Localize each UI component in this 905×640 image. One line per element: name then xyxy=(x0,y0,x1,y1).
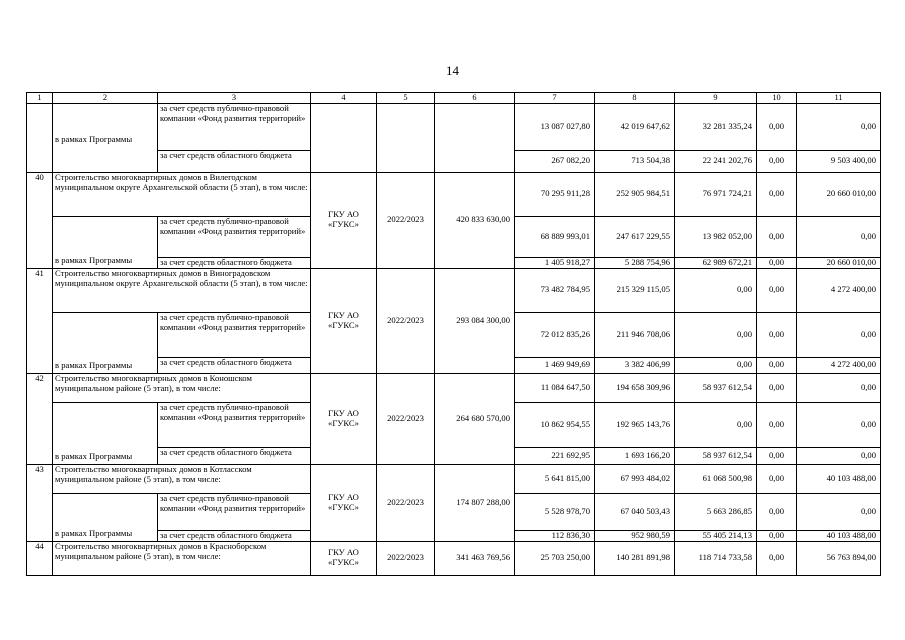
value-cell: 61 068 500,98 xyxy=(675,464,757,493)
period: 2022/2023 xyxy=(377,373,435,464)
header-cell: 9 xyxy=(675,93,757,104)
executor: ГКУ АО «ГУКС» xyxy=(311,268,377,373)
value-cell: 0,00 xyxy=(757,150,797,172)
value-cell: 68 889 993,01 xyxy=(515,216,595,257)
total-cost: 420 833 630,00 xyxy=(435,172,515,268)
cell-empty xyxy=(27,103,53,172)
project-row xyxy=(27,464,881,493)
value-cell: 0,00 xyxy=(757,312,797,357)
period: 2022/2023 xyxy=(377,268,435,373)
header-cell: 5 xyxy=(377,93,435,104)
project-name: Строительство многоквартирных домов в Красноборском муниципальном районе (5 этап), в том числе: xyxy=(53,541,311,575)
row-number: 40 xyxy=(27,172,53,268)
period: 2022/2023 xyxy=(377,541,435,575)
value-cell: 58 937 612,54 xyxy=(675,447,757,464)
cell-empty xyxy=(377,103,435,172)
project-row xyxy=(27,268,881,312)
project-name: Строительство многоквартирных домов в Виноградовском муниципальном округе Архангельской области (5 этап), в том числе: xyxy=(53,268,311,312)
value-cell: 73 482 784,95 xyxy=(515,268,595,312)
value-cell: 5 528 978,70 xyxy=(515,493,595,530)
header-cell: 1 xyxy=(27,93,53,104)
value-cell: 5 663 286,85 xyxy=(675,493,757,530)
value-cell: 952 980,59 xyxy=(595,530,675,541)
value-cell: 58 937 612,54 xyxy=(675,373,757,402)
value-cell: 0,00 xyxy=(757,257,797,268)
value-cell: 0,00 xyxy=(797,373,881,402)
project-name: Строительство многоквартирных домов в Коношском муниципальном районе (5 этап), в том числе: xyxy=(53,373,311,402)
total-cost: 264 680 570,00 xyxy=(435,373,515,464)
value-cell: 0,00 xyxy=(757,447,797,464)
value-cell: 3 382 406,99 xyxy=(595,357,675,373)
program-label: в рамках Программы xyxy=(53,402,158,464)
source-region: за счет средств областного бюджета xyxy=(158,357,311,373)
value-cell: 0,00 xyxy=(757,357,797,373)
value-cell: 247 617 229,55 xyxy=(595,216,675,257)
value-cell: 4 272 400,00 xyxy=(797,357,881,373)
value-cell: 118 714 733,58 xyxy=(675,541,757,575)
value-cell: 0,00 xyxy=(757,172,797,216)
header-cell: 11 xyxy=(797,93,881,104)
header-cell: 7 xyxy=(515,93,595,104)
row-number: 42 xyxy=(27,373,53,464)
source-fund: за счет средств публично-правовой компании «Фонд развития территорий» xyxy=(158,493,311,530)
value-cell: 70 295 911,28 xyxy=(515,172,595,216)
header-cell: 4 xyxy=(311,93,377,104)
value-cell: 25 703 250,00 xyxy=(515,541,595,575)
value-cell: 0,00 xyxy=(675,357,757,373)
executor: ГКУ АО «ГУКС» xyxy=(311,464,377,541)
value-cell: 0,00 xyxy=(675,402,757,447)
value-cell: 40 103 488,00 xyxy=(797,464,881,493)
value-cell: 5 641 815,00 xyxy=(515,464,595,493)
period: 2022/2023 xyxy=(377,464,435,541)
project-row xyxy=(27,541,881,575)
value-cell: 5 288 754,96 xyxy=(595,257,675,268)
source-region: за счет средств областного бюджета xyxy=(158,150,311,172)
executor: ГКУ АО «ГУКС» xyxy=(311,541,377,575)
program-label: в рамках Программы xyxy=(53,493,158,541)
header-cell: 6 xyxy=(435,93,515,104)
value-cell: 42 019 647,62 xyxy=(595,103,675,150)
value-cell: 13 982 052,00 xyxy=(675,216,757,257)
value-cell: 112 836,30 xyxy=(515,530,595,541)
value-cell: 20 660 010,00 xyxy=(797,172,881,216)
header-cell: 3 xyxy=(158,93,311,104)
value-cell: 221 692,95 xyxy=(515,447,595,464)
executor: ГКУ АО «ГУКС» xyxy=(311,172,377,268)
value-cell: 0,00 xyxy=(757,402,797,447)
value-cell: 20 660 010,00 xyxy=(797,257,881,268)
program-label: в рамках Программы xyxy=(53,216,158,268)
value-cell: 211 946 708,06 xyxy=(595,312,675,357)
value-cell: 0,00 xyxy=(757,530,797,541)
value-cell: 1 405 918,27 xyxy=(515,257,595,268)
value-cell: 62 989 672,21 xyxy=(675,257,757,268)
source-region: за счет средств областного бюджета xyxy=(158,530,311,541)
value-cell: 9 503 400,00 xyxy=(797,150,881,172)
source-region: за счет средств областного бюджета xyxy=(158,257,311,268)
value-cell: 40 103 488,00 xyxy=(797,530,881,541)
value-cell: 67 993 484,02 xyxy=(595,464,675,493)
project-name: Строительство многоквартирных домов в Вилегодском муниципальном округе Архангельской области (5 этап), в том числе: xyxy=(53,172,311,216)
executor: ГКУ АО «ГУКС» xyxy=(311,373,377,464)
source-fund: за счет средств публично-правовой компании «Фонд развития территорий» xyxy=(158,103,311,150)
value-cell: 0,00 xyxy=(757,373,797,402)
value-cell: 215 329 115,05 xyxy=(595,268,675,312)
value-cell: 10 862 954,55 xyxy=(515,402,595,447)
value-cell: 1 469 949,69 xyxy=(515,357,595,373)
value-cell: 0,00 xyxy=(797,447,881,464)
period: 2022/2023 xyxy=(377,172,435,268)
source-region: за счет средств областного бюджета xyxy=(158,447,311,464)
row-number: 43 xyxy=(27,464,53,541)
program-label: в рамках Программы xyxy=(53,312,158,373)
cell-empty xyxy=(435,103,515,172)
project-name: Строительство многоквартирных домов в Котласском муниципальном районе (5 этап), в том числе: xyxy=(53,464,311,493)
value-cell: 11 084 647,50 xyxy=(515,373,595,402)
cell-empty xyxy=(311,103,377,172)
header-cell: 2 xyxy=(53,93,158,104)
value-cell: 67 040 503,43 xyxy=(595,493,675,530)
table-row xyxy=(27,103,881,150)
header-cell: 10 xyxy=(757,93,797,104)
value-cell: 22 241 202,76 xyxy=(675,150,757,172)
value-cell: 0,00 xyxy=(757,216,797,257)
page-number: 14 xyxy=(446,63,459,78)
value-cell: 4 272 400,00 xyxy=(797,268,881,312)
total-cost: 293 084 300,00 xyxy=(435,268,515,373)
source-fund: за счет средств публично-правовой компании «Фонд развития территорий» xyxy=(158,312,311,357)
value-cell: 0,00 xyxy=(797,216,881,257)
header-cell: 8 xyxy=(595,93,675,104)
budget-table xyxy=(26,92,881,576)
value-cell: 0,00 xyxy=(757,268,797,312)
value-cell: 1 693 166,20 xyxy=(595,447,675,464)
source-fund: за счет средств публично-правовой компании «Фонд развития территорий» xyxy=(158,402,311,447)
total-cost: 174 807 288,00 xyxy=(435,464,515,541)
value-cell: 0,00 xyxy=(757,464,797,493)
program-label: в рамках Программы xyxy=(53,103,158,172)
value-cell: 0,00 xyxy=(757,493,797,530)
value-cell: 55 405 214,13 xyxy=(675,530,757,541)
value-cell: 0,00 xyxy=(797,493,881,530)
value-cell: 0,00 xyxy=(797,312,881,357)
value-cell: 140 281 891,98 xyxy=(595,541,675,575)
value-cell: 72 012 835,26 xyxy=(515,312,595,357)
value-cell: 13 087 027,80 xyxy=(515,103,595,150)
value-cell: 252 905 984,51 xyxy=(595,172,675,216)
value-cell: 32 281 335,24 xyxy=(675,103,757,150)
value-cell: 0,00 xyxy=(675,268,757,312)
value-cell: 267 082,20 xyxy=(515,150,595,172)
value-cell: 0,00 xyxy=(797,103,881,150)
value-cell: 0,00 xyxy=(757,541,797,575)
value-cell: 192 965 143,76 xyxy=(595,402,675,447)
header-row xyxy=(27,93,881,104)
project-row xyxy=(27,172,881,216)
value-cell: 76 971 724,21 xyxy=(675,172,757,216)
value-cell: 0,00 xyxy=(797,402,881,447)
project-row xyxy=(27,373,881,402)
total-cost: 341 463 769,56 xyxy=(435,541,515,575)
value-cell: 713 504,38 xyxy=(595,150,675,172)
source-fund: за счет средств публично-правовой компании «Фонд развития территорий» xyxy=(158,216,311,257)
value-cell: 0,00 xyxy=(675,312,757,357)
row-number: 44 xyxy=(27,541,53,575)
value-cell: 194 658 309,96 xyxy=(595,373,675,402)
row-number: 41 xyxy=(27,268,53,373)
value-cell: 56 763 894,00 xyxy=(797,541,881,575)
value-cell: 0,00 xyxy=(757,103,797,150)
